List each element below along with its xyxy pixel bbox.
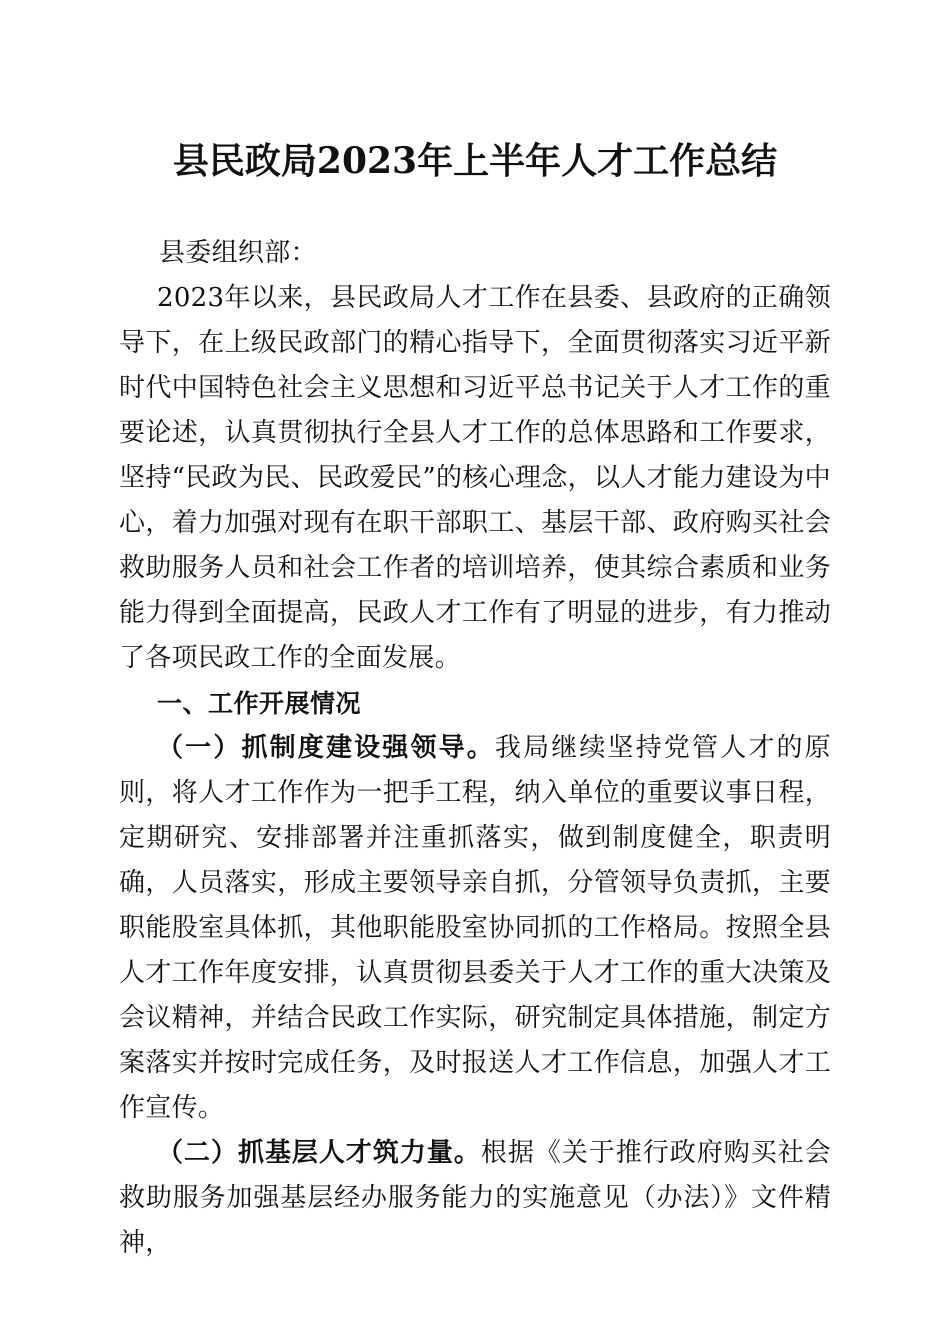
document-title: 县民政局2023年上半年人才工作总结 — [172, 140, 778, 182]
item-heading-1: （一）抓制度建设强领导。 — [157, 733, 495, 763]
item-heading-2: （二）抓基层人才筑力量。 — [157, 1138, 481, 1168]
salutation: 县委组织部： — [159, 238, 317, 268]
item-paragraph-2 — [119, 1131, 831, 1266]
document-body — [119, 231, 831, 1266]
item-paragraph-1 — [119, 726, 831, 1131]
item-text-1: 我局继续坚持党管人才的原则，将人才工作作为一把手工程，纳入单位的重要议事日程，定期研究、安排部署并注重抓落实，做到制度健全，职责明确，人员落实，形成主要领导亲自抓，分管领导负责抓，主要职能股室具体抓，其他职能股室协同抓的工作格局。按照全县人才工作年度安排，认真贯彻县委关于人才工作的重大决策及会议精神，并结合民政工作实际，研究制定具体措施，制定方案落实并按时完成任务，及时报送人才工作信息，加强人才工作宣传。 — [119, 733, 831, 1123]
intro-paragraph: 2023年以来，县民政局人才工作在县委、县政府的正确领导下，在上级民政部门的精心指导下，全面贯彻落实习近平新时代中国特色社会主义思想和习近平总书记关于人才工作的重要论述，认真贯彻执行全县人才工作的总体思路和工作要求，坚持“民政为民、民政爱民”的核心理念，以人才能力建设为中心，着力加强对现有在职干部职工、基层干部、政府购买社会救助服务人员和社会工作者的培训培养，使其综合素质和业务能力得到全面提高，民政人才工作有了明显的进步，有力推动了各项民政工作的全面发展。 — [119, 283, 831, 673]
item-text-2: 根据《关于推行政府购买社会救助服务加强基层经办服务能力的实施意见（办法）》文件精神， — [119, 1138, 831, 1258]
section-heading-1: 一、工作开展情况 — [157, 689, 362, 718]
